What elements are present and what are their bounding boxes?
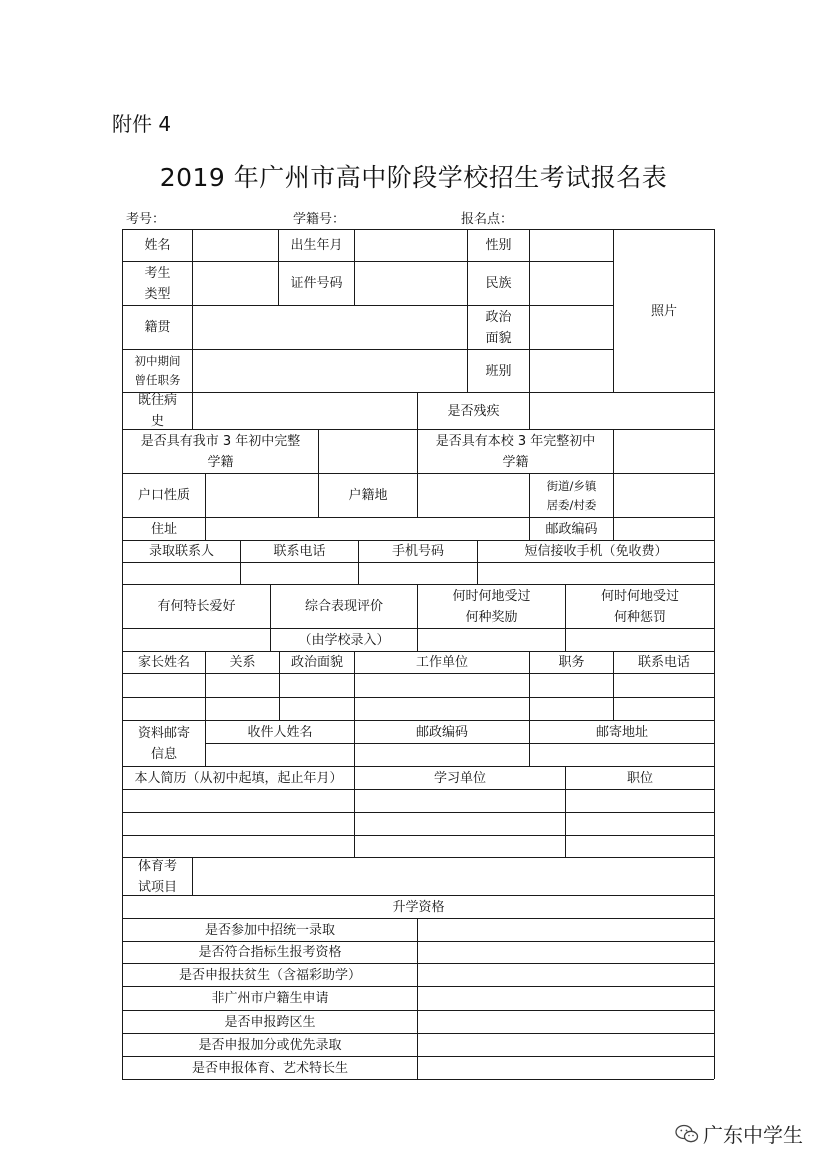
field-parent-2-col-2[interactable] (206, 698, 279, 720)
attachment-label: 附件 4 (112, 112, 172, 136)
field-name[interactable] (193, 230, 278, 261)
field-receiver[interactable] (206, 744, 354, 766)
label-birth: 出生年月 (290, 238, 343, 253)
label-sms-phone: 短信接收手机（免收费） (524, 544, 668, 559)
field-q1[interactable] (418, 919, 714, 941)
field-political-status[interactable] (530, 306, 613, 349)
field-street[interactable] (614, 474, 714, 517)
label-address: 住址 (150, 521, 177, 537)
label-duty: 初中期间 曾任职务 (134, 354, 181, 387)
label-pe-items: 体育考 试项目 (137, 858, 177, 895)
student-number-label: 学籍号： (293, 212, 346, 227)
label-q6: 是否申报加分或优先录取 (198, 1037, 342, 1053)
label-receiver: 收件人姓名 (247, 724, 313, 740)
label-position: 职务 (558, 655, 585, 670)
label-study-unit: 学习单位 (433, 770, 486, 786)
field-talent[interactable] (123, 629, 270, 651)
label-q3: 是否申报扶贫生（含福彩助学） (178, 967, 361, 983)
label-class-type: 班别 (485, 363, 512, 379)
field-hukou-place[interactable] (418, 474, 529, 517)
field-q4[interactable] (418, 987, 714, 1010)
field-resume-1-col-3[interactable] (566, 790, 714, 812)
label-disabled: 是否残疾 (447, 403, 500, 419)
field-hukou-type[interactable] (206, 474, 318, 517)
label-mail-postcode: 邮政编码 (415, 724, 468, 740)
field-contact-phone[interactable] (241, 563, 358, 584)
field-school-record[interactable] (614, 430, 714, 473)
field-sms-phone[interactable] (478, 563, 714, 584)
label-work-unit: 工作单位 (415, 655, 468, 670)
label-admit-contact: 录取联系人 (148, 544, 214, 559)
field-city-record[interactable] (319, 430, 417, 473)
watermark (675, 1119, 803, 1148)
field-parent-1-col-6[interactable] (614, 674, 714, 697)
field-parent-2-col-3[interactable] (280, 698, 354, 720)
field-mobile[interactable] (359, 563, 477, 584)
field-pe-items[interactable] (193, 858, 714, 895)
label-ethnicity: 民族 (485, 276, 512, 291)
field-resume-3-col-1[interactable] (123, 836, 354, 857)
field-resume-2-col-1[interactable] (123, 813, 354, 835)
field-candidate-type[interactable] (193, 262, 278, 305)
field-parent-2-col-5[interactable] (530, 698, 613, 720)
label-medical: 既往病 史 (137, 393, 177, 429)
label-native-place: 籍贯 (144, 320, 171, 335)
field-ethnicity[interactable] (530, 262, 613, 305)
label-reward: 何时何地受过 何种奖励 (452, 588, 531, 625)
label-relation: 关系 (229, 655, 256, 670)
label-political: 政治 面貌 (485, 309, 512, 346)
field-parent-2-col-1[interactable] (123, 698, 205, 720)
label-parent-political: 政治面貌 (290, 655, 343, 670)
field-id-number[interactable] (355, 262, 467, 305)
label-q7: 是否申报体育、艺术特长生 (191, 1060, 348, 1076)
label-q1: 是否参加中招统一录取 (204, 922, 335, 938)
field-resume-2-col-2[interactable] (355, 813, 565, 835)
label-q2: 是否符合指标生报考资格 (198, 945, 342, 960)
field-junior-duty[interactable] (193, 350, 467, 392)
exam-number-label: 考号： (126, 212, 166, 227)
label-mobile: 手机号码 (391, 544, 444, 559)
field-parent-2-col-6[interactable] (614, 698, 714, 720)
field-gender[interactable] (530, 230, 613, 261)
label-talent: 有何特长爱好 (157, 599, 236, 614)
label-parent-name: 家长姓名 (137, 655, 190, 670)
wechat-logo-icon (675, 1124, 699, 1144)
watermark-text: 广东中学生 (703, 1123, 803, 1147)
label-school-input: （由学校录入） (298, 632, 390, 648)
field-admit-contact[interactable] (123, 563, 240, 584)
field-punish[interactable] (566, 629, 714, 651)
field-q2[interactable] (418, 942, 714, 963)
label-q4: 非广州市户籍生申请 (211, 991, 329, 1006)
field-class[interactable] (530, 350, 613, 392)
label-candidate-type: 考生 类型 (144, 265, 171, 302)
field-q6[interactable] (418, 1034, 714, 1056)
field-postcode[interactable] (614, 518, 714, 540)
registration-site-label: 报名点： (461, 212, 514, 227)
field-resume-2-col-3[interactable] (566, 813, 714, 835)
label-city-record: 是否具有我市 3 年初中完整 学籍 (140, 433, 301, 470)
field-disabled[interactable] (530, 393, 714, 429)
field-reward[interactable] (418, 629, 565, 651)
field-q3[interactable] (418, 964, 714, 986)
label-resume: 本人简历（从初中起填，起止年月） (134, 770, 343, 786)
field-mail-postcode[interactable] (355, 744, 529, 766)
field-resume-3-col-2[interactable] (355, 836, 565, 857)
label-hukou-place: 户籍地 (348, 488, 388, 503)
field-resume-1-col-2[interactable] (355, 790, 565, 812)
label-punish: 何时何地受过 何种惩罚 (600, 588, 679, 625)
label-q5: 是否申报跨区生 (224, 1014, 316, 1030)
label-mail-address: 邮寄地址 (595, 724, 648, 740)
label-id-no: 证件号码 (290, 276, 343, 291)
field-resume-1-col-1[interactable] (123, 790, 354, 812)
field-parent-1-col-4[interactable] (355, 674, 529, 697)
label-gender: 性别 (485, 238, 512, 253)
field-birth[interactable] (355, 230, 467, 261)
field-medical-history[interactable] (193, 393, 417, 429)
field-parent-1-col-1[interactable] (123, 674, 205, 697)
label-parent-phone: 联系电话 (637, 655, 690, 670)
field-mail-address[interactable] (530, 744, 714, 766)
label-evaluation: 综合表现评价 (304, 599, 383, 614)
field-parent-1-col-3[interactable] (280, 674, 354, 697)
field-resume-3-col-3[interactable] (566, 836, 714, 857)
label-contact-phone: 联系电话 (273, 544, 326, 559)
label-hukou-type: 户口性质 (137, 488, 190, 503)
field-parent-1-col-5[interactable] (530, 674, 613, 697)
field-parent-2-col-4[interactable] (355, 698, 529, 720)
label-resume-position: 职位 (626, 770, 653, 786)
label-school-record: 是否具有本校 3 年完整初中 学籍 (435, 433, 596, 470)
label-street: 街道/乡镇 居委/村委 (546, 478, 597, 512)
label-name: 姓名 (144, 238, 171, 253)
label-qualification: 升学资格 (392, 899, 445, 915)
field-parent-1-col-2[interactable] (206, 674, 279, 697)
label-mail-info: 资料邮寄 信息 (137, 725, 190, 762)
label-photo: 照片 (650, 303, 677, 319)
field-native-place[interactable] (193, 306, 467, 349)
label-postcode: 邮政编码 (545, 521, 598, 537)
field-q7[interactable] (418, 1057, 714, 1079)
form-title: 2019 年广州市高中阶段学校招生考试报名表 (159, 163, 668, 192)
field-q5[interactable] (418, 1011, 714, 1033)
field-address[interactable] (206, 518, 529, 540)
